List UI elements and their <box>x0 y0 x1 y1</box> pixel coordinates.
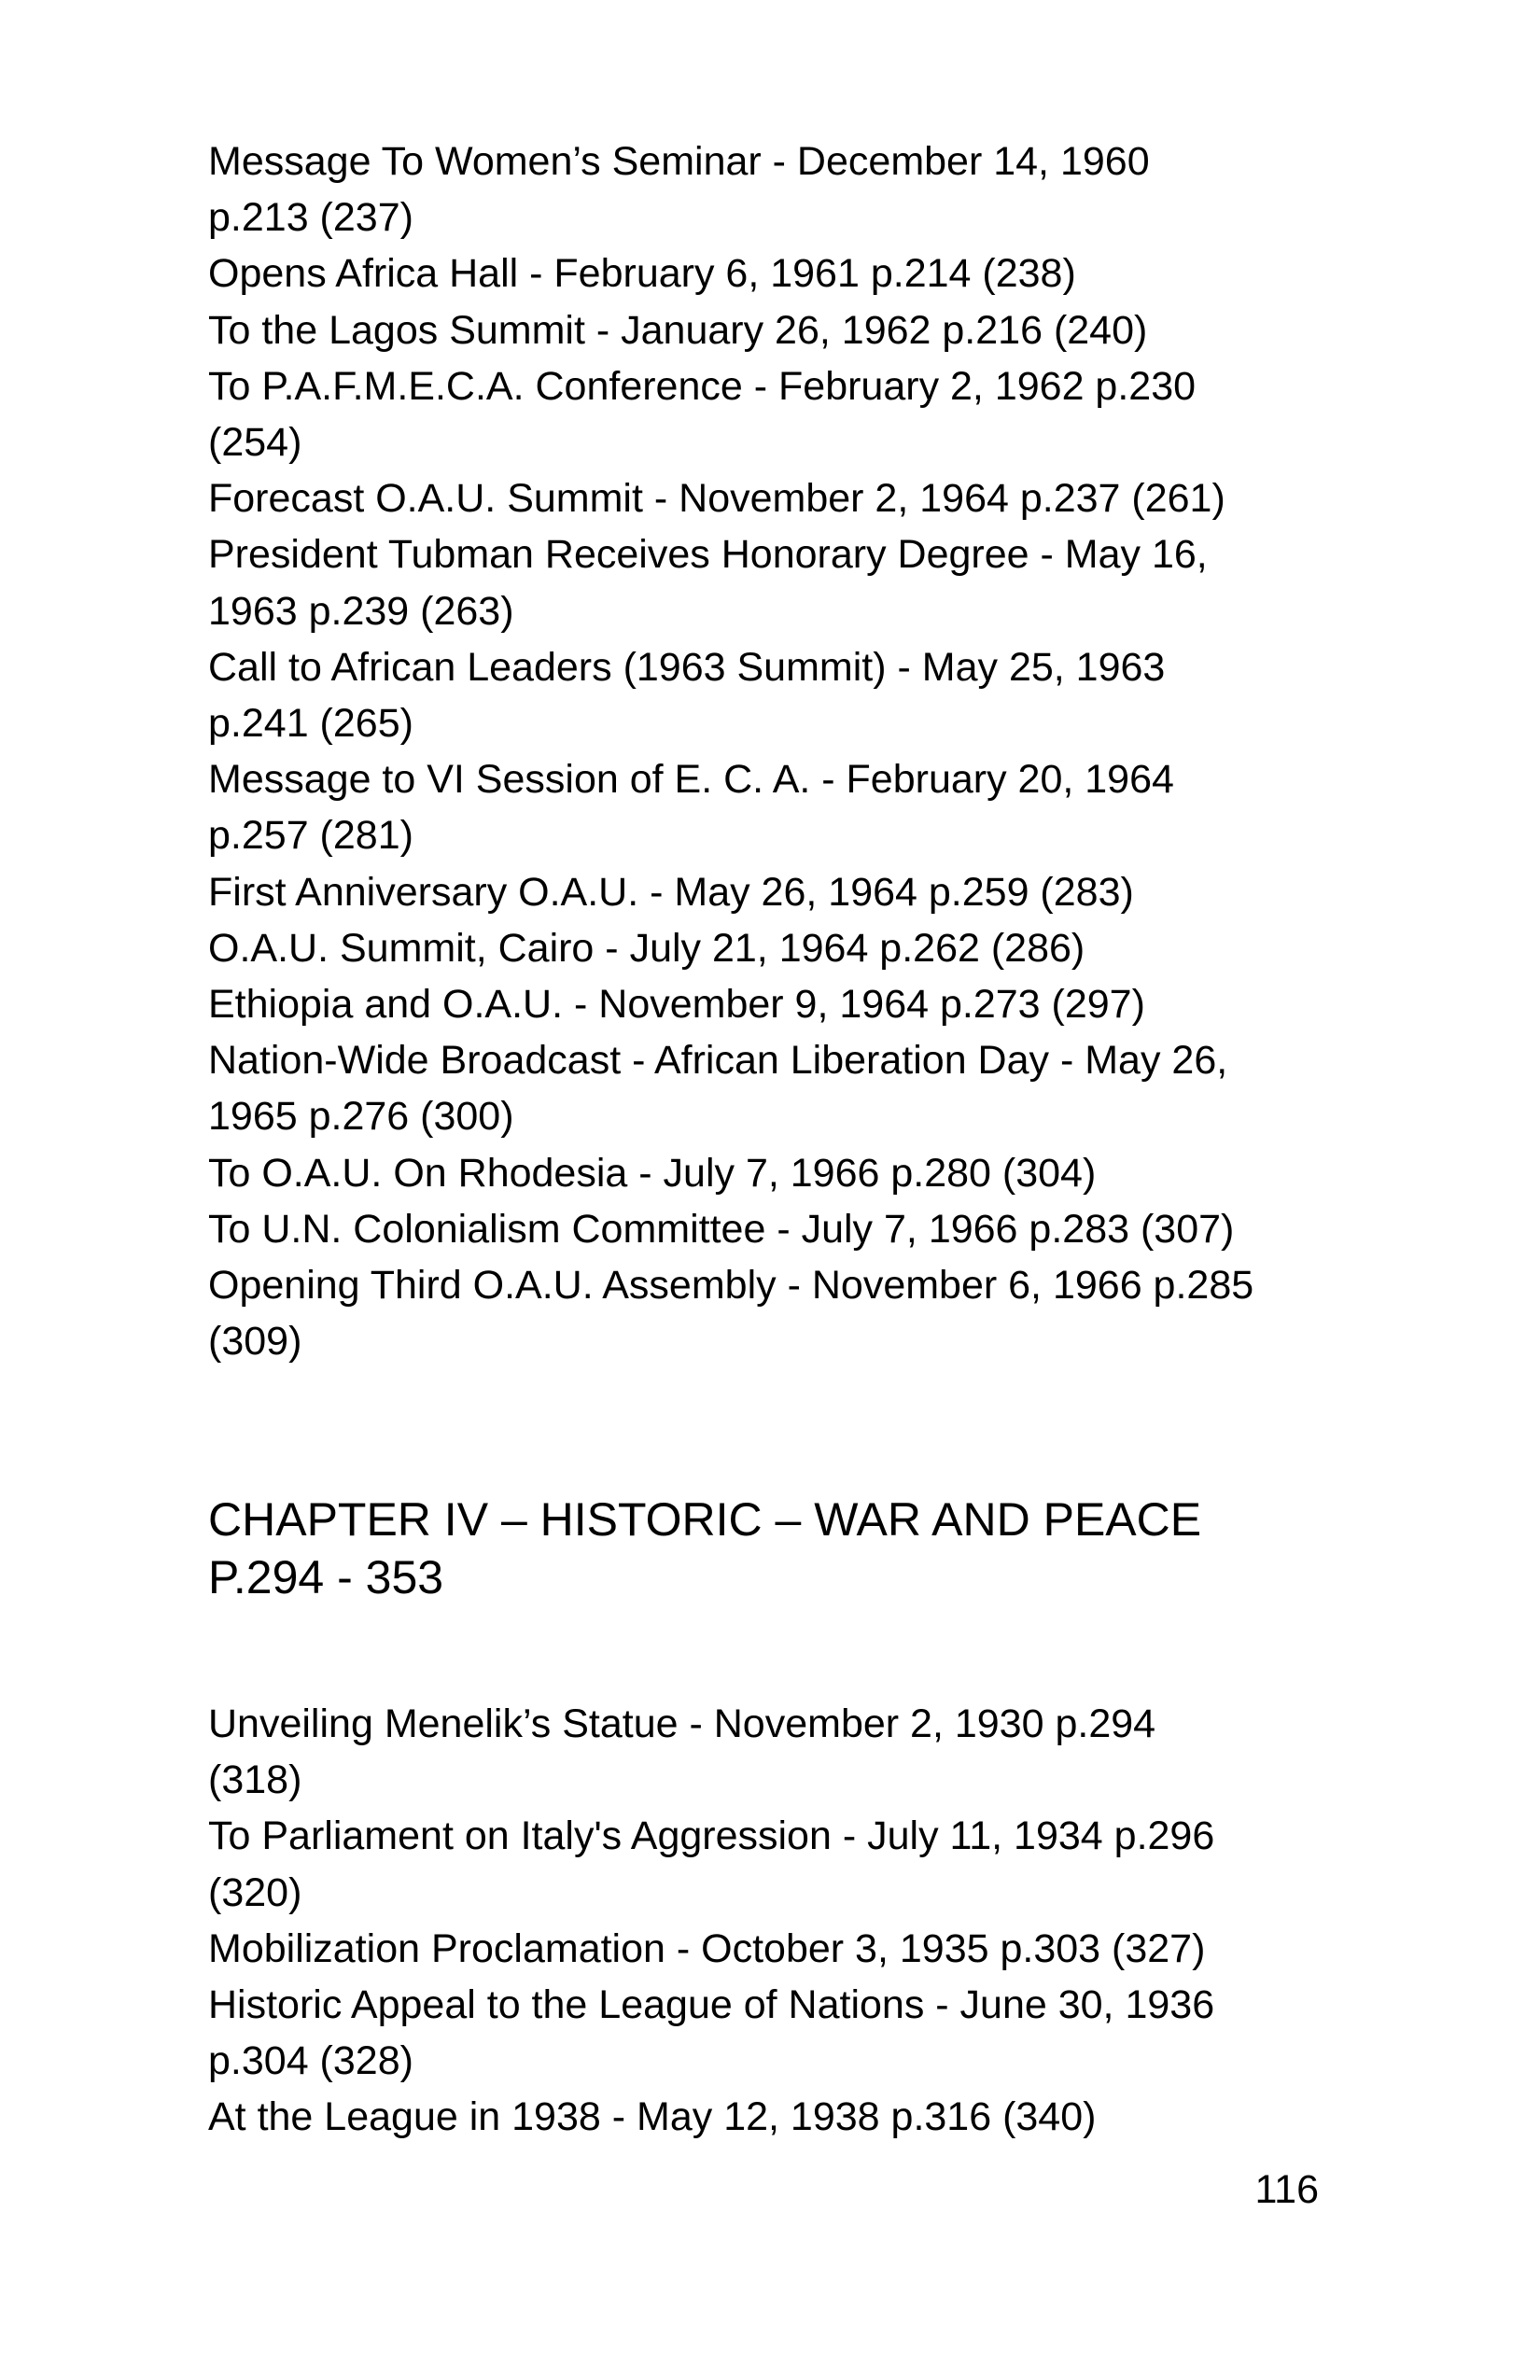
list-item: Nation-Wide Broadcast - African Liberation Day - May 26, <box>208 1038 1228 1084</box>
contents-list-part2 <box>208 1696 1356 2146</box>
list-item: (318) <box>208 1757 302 1803</box>
list-item: Unveiling Menelik’s Statue - November 2, 1930 p.294 <box>208 1701 1156 1746</box>
list-item: Opening Third O.A.U. Assembly - November 6, 1966 p.285 <box>208 1263 1254 1309</box>
list-item: (254) <box>208 420 302 466</box>
chapter-page-range: P.294 - 353 <box>208 1551 444 1603</box>
page-number: 116 <box>1254 2167 1319 2212</box>
list-item: p.257 (281) <box>208 813 413 859</box>
list-item: At the League in 1938 - May 12, 1938 p.316 (340) <box>208 2094 1097 2140</box>
contents-list-part1 <box>208 133 1356 1369</box>
list-item: First Anniversary O.A.U. - May 26, 1964 p.259 (283) <box>208 869 1134 915</box>
chapter-heading <box>208 1491 1356 1606</box>
list-item: p.304 (328) <box>208 2038 413 2084</box>
list-item: To the Lagos Summit - January 26, 1962 p.216 (240) <box>208 307 1148 353</box>
list-item: O.A.U. Summit, Cairo - July 21, 1964 p.262 (286) <box>208 925 1085 971</box>
list-item: Mobilization Proclamation - October 3, 1935 p.303 (327) <box>208 1925 1206 1971</box>
list-item: Opens Africa Hall - February 6, 1961 p.214 (238) <box>208 251 1076 297</box>
list-item: p.213 (237) <box>208 195 413 241</box>
list-item: Message to VI Session of E. C. A. - February 20, 1964 <box>208 757 1174 803</box>
list-item: Historic Appeal to the League of Nations - June 30, 1936 <box>208 1982 1215 2028</box>
list-item: To O.A.U. On Rhodesia - July 7, 1966 p.280 (304) <box>208 1150 1097 1196</box>
list-item: Call to African Leaders (1963 Summit) - May 25, 1963 <box>208 644 1166 690</box>
list-item: President Tubman Receives Honorary Degree - May 16, <box>208 532 1208 578</box>
list-item: (320) <box>208 1869 302 1915</box>
list-item: To P.A.F.M.E.C.A. Conference - February 2, 1962 p.230 <box>208 363 1197 409</box>
list-item: 1965 p.276 (300) <box>208 1094 514 1140</box>
list-item: To U.N. Colonialism Committee - July 7, 1966 p.283 (307) <box>208 1206 1235 1252</box>
list-item: To Parliament on Italy's Aggression - July 11, 1934 p.296 <box>208 1813 1215 1859</box>
list-item: Message To Women’s Seminar - December 14, 1960 <box>208 139 1150 184</box>
chapter-title: CHAPTER IV – HISTORIC – WAR AND PEACE <box>208 1493 1202 1546</box>
list-item: 1963 p.239 (263) <box>208 588 514 634</box>
list-item: (309) <box>208 1319 302 1365</box>
list-item: p.241 (265) <box>208 701 413 747</box>
list-item: Ethiopia and O.A.U. - November 9, 1964 p.273 (297) <box>208 982 1145 1028</box>
list-item: Forecast O.A.U. Summit - November 2, 1964 p.237 (261) <box>208 476 1225 522</box>
